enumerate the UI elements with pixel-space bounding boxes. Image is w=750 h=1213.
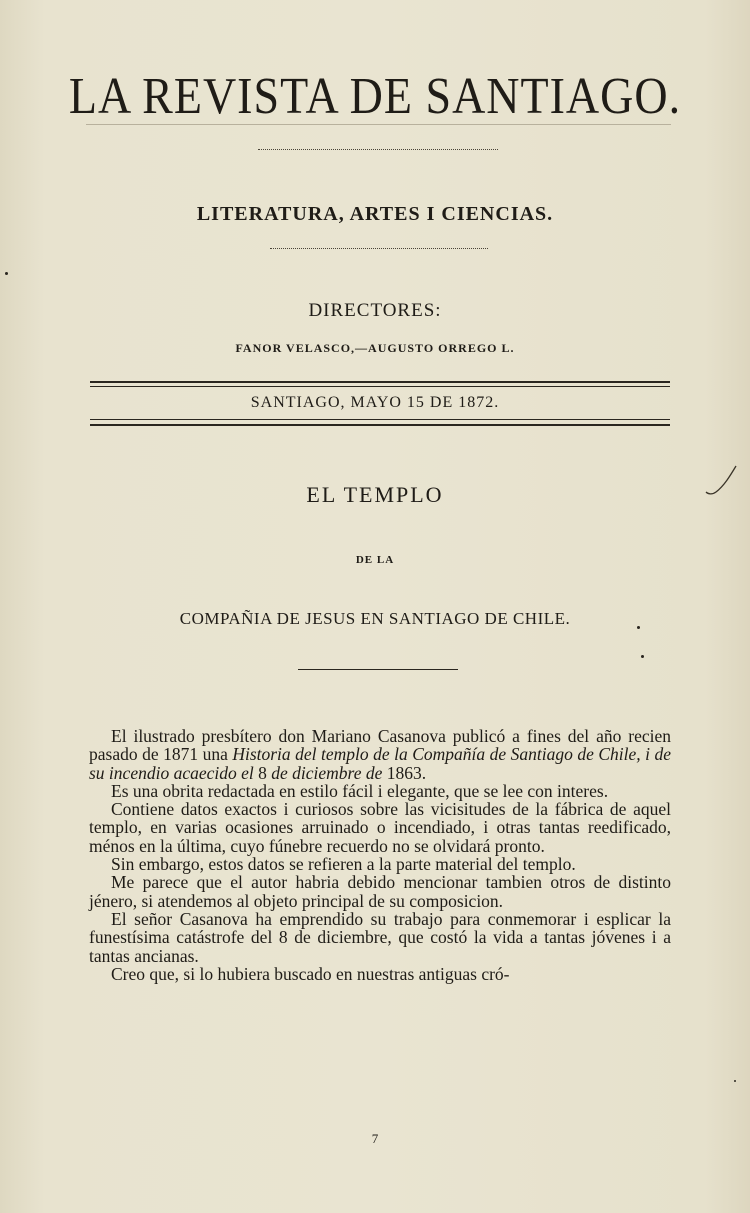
- paragraph-1-text-c: 8: [253, 762, 272, 783]
- pencil-stroke-mark: [700, 462, 740, 502]
- paragraph-3: Contiene datos exactos i curiosos sobre las vicisitudes de la fábrica de aquel templo, en varias ocasiones arruinado o incendiado, i otras tantas reedificado, ménos en la última, cuyo fúnebre recuerdo no se olvidará pronto.: [89, 799, 671, 856]
- masthead-dotted-divider: [258, 149, 498, 150]
- paper-speck-2: [637, 626, 640, 629]
- paragraph-1-book-title: Historia del templo de la Compañía de Santiago de Chile, i de su incendio acaecido el: [89, 744, 671, 783]
- paragraph-7: Creo que, si lo hubiera buscado en nuestras antiguas cró-: [111, 963, 510, 984]
- paragraph-1: [89, 727, 671, 782]
- article-subtitle: COMPAÑIA DE JESUS EN SANTIAGO DE CHILE.: [179, 609, 571, 628]
- article-title-divider: [298, 669, 458, 670]
- subtitle-dotted-divider: [270, 248, 488, 249]
- article-title: EL TEMPLO: [306, 482, 444, 507]
- dateline-top-rule-1: [90, 381, 670, 383]
- paper-speck-3: [641, 655, 644, 658]
- article-body: [89, 727, 671, 983]
- paragraph-1-text-a: El ilustrado presbítero don Mariano Casanova publicó a fines del año recien pasado de 1871 una: [89, 726, 671, 765]
- paper-speck-1: [5, 272, 8, 275]
- paragraph-2: Es una obrita redactada en estilo fácil i elegante, que se lee con interes.: [111, 780, 609, 801]
- paragraph-1-text-de-2: de: [365, 762, 383, 783]
- directors-names: FANOR VELASCO,—AUGUSTO ORREGO L.: [235, 341, 515, 355]
- paragraph-1-month: diciembre: [292, 762, 362, 783]
- paragraph-1-year: 1863.: [382, 762, 427, 783]
- directors-label: DIRECTORES:: [308, 300, 442, 321]
- article-de-la: DE LA: [355, 554, 395, 566]
- dateline: SANTIAGO, MAYO 15 DE 1872.: [250, 394, 500, 411]
- paragraph-4: Sin embargo, estos datos se refieren a la parte material del templo.: [111, 854, 576, 875]
- masthead-underline: [86, 124, 671, 125]
- paragraph-5: Me parece que el autor habria debido mencionar tambien otros de distinto jénero, si atendemos al objeto principal de su composicion.: [89, 872, 671, 911]
- paper-speck-4: [734, 1080, 736, 1082]
- dateline-top-rule-2: [90, 386, 670, 387]
- masthead-title: LA REVISTA DE SANTIAGO.: [68, 67, 682, 125]
- paragraph-6: El señor Casanova ha emprendido su trabajo para conmemorar i esplicar la funestísima catástrofe del 8 de diciembre, que costó la vida a tantas jóvenes i a tantas ancianas.: [89, 908, 671, 966]
- journal-subtitle: LITERATURA, ARTES I CIENCIAS.: [196, 203, 554, 225]
- paragraph-1-text-d: de: [271, 762, 288, 783]
- dateline-bottom-rule-2: [90, 424, 670, 426]
- page-number: 7: [371, 1131, 379, 1146]
- dateline-bottom-rule-1: [90, 419, 670, 420]
